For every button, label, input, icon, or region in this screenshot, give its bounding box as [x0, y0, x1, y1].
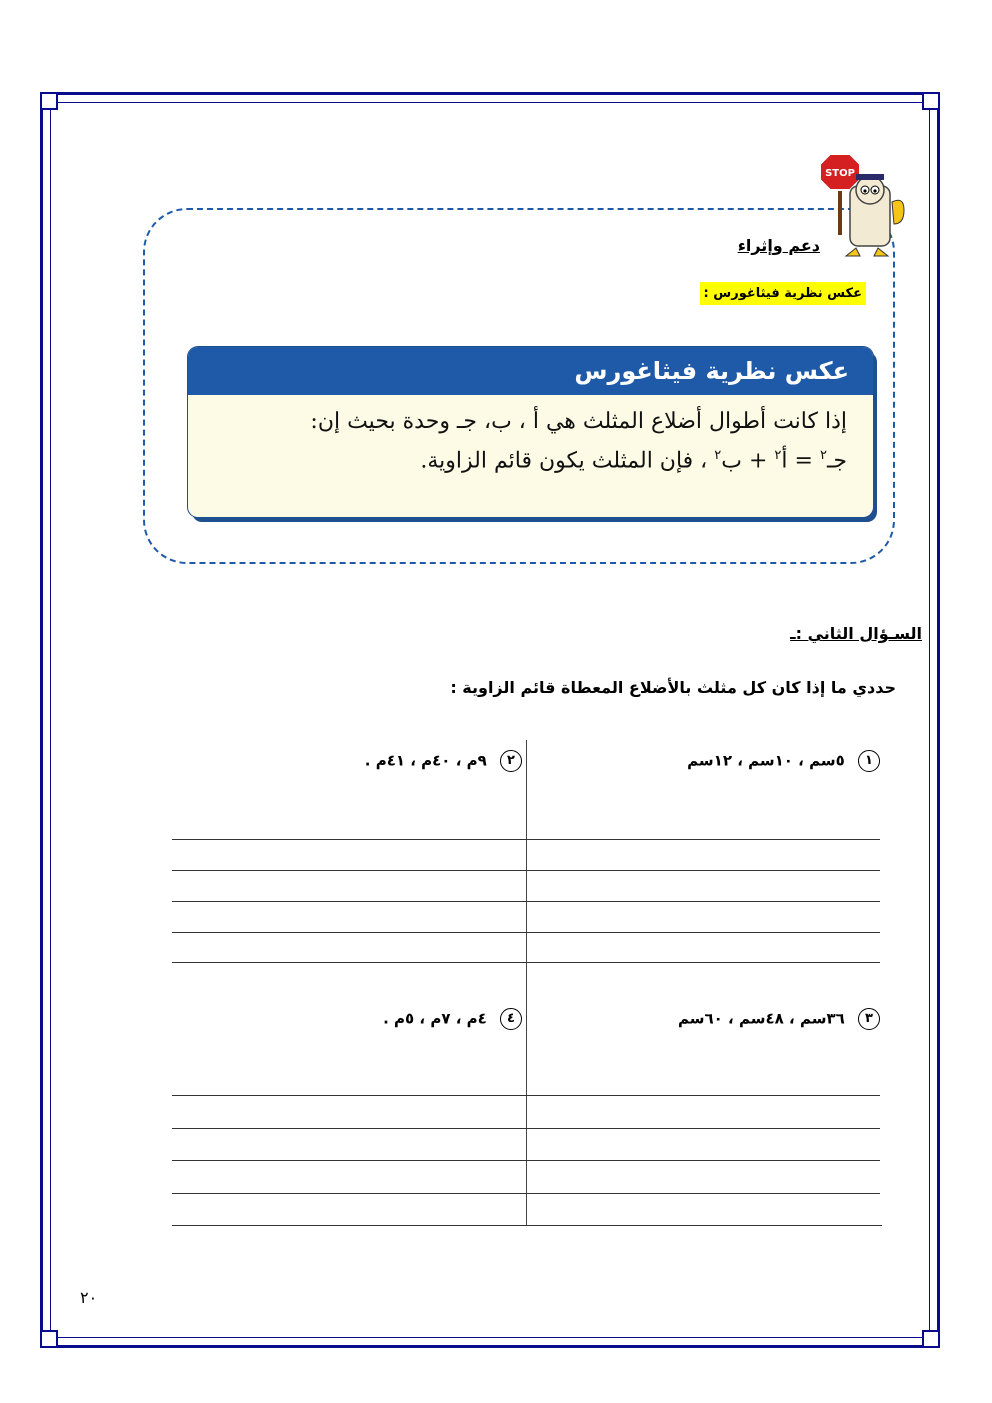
stop-sign-text: STOP [825, 168, 855, 179]
answer-line [172, 1128, 880, 1129]
item-number-badge: ١ [858, 750, 880, 772]
question-instruction: حددي ما إذا كان كل مثلث بالأضلاع المعطاة قائم الزاوية : [450, 678, 896, 697]
stop-sign-mascot-icon [812, 150, 912, 262]
corner-ornament-top-right [922, 92, 940, 110]
formula-rest: ، فإن المثلث يكون قائم الزاوية. [420, 448, 708, 474]
corner-ornament-bottom-right [922, 1330, 940, 1348]
formula-a-sup: ٢ [774, 448, 782, 463]
formula-plus: + [748, 448, 768, 474]
formula-a: أ [781, 448, 788, 474]
grid-divider [526, 740, 527, 1226]
answer-line [172, 1095, 880, 1096]
item-text: ٩م ، ٤٠م ، ٤١م . [364, 751, 487, 770]
formula-c-sup: ٢ [819, 448, 827, 463]
theorem-title: عكس نظرية فيثاغورس [188, 347, 873, 395]
answer-line [172, 962, 880, 963]
theorem-line-2 [188, 448, 873, 473]
theorem-line-1: إذا كانت أطوال أضلاع المثلث هي أ ، ب، جـ وحدة بحيث إن: [310, 409, 847, 434]
corner-ornament-bottom-left [40, 1330, 58, 1348]
answer-line [172, 1225, 882, 1226]
answer-line [172, 870, 880, 871]
formula-c: جـ [826, 448, 847, 474]
support-enrichment-title: دعم وإثراء [737, 236, 820, 255]
question-item-4 [383, 1008, 522, 1030]
question-title: السـؤال الثاني :ـ [790, 624, 922, 643]
item-number-badge: ٣ [858, 1008, 880, 1030]
question-item-2 [365, 750, 522, 772]
answer-line [172, 901, 880, 902]
item-number-badge: ٤ [500, 1008, 522, 1030]
question-item-1 [687, 750, 880, 772]
formula-b: ب [721, 448, 742, 474]
question-item-3 [678, 1008, 880, 1030]
item-number-badge: ٢ [500, 750, 522, 772]
theorem-card [188, 347, 873, 517]
formula-b-sup: ٢ [714, 448, 722, 463]
item-text: ٤م ، ٧م ، ٥م . [383, 1009, 487, 1028]
answer-line [172, 1160, 880, 1161]
answer-line [172, 839, 880, 840]
item-text: ٣٦سم ، ٤٨سم ، ٦٠سم [678, 1009, 845, 1028]
item-text: ٥سم ، ١٠سم ، ١٢سم [687, 751, 845, 770]
page-number: ٢٠ [80, 1288, 98, 1307]
highlight-label: عكس نظرية فيثاغورس : [700, 282, 866, 305]
formula-eq: = [794, 448, 813, 474]
corner-ornament-top-left [40, 92, 58, 110]
answer-line [172, 932, 880, 933]
answer-line [172, 1193, 880, 1194]
